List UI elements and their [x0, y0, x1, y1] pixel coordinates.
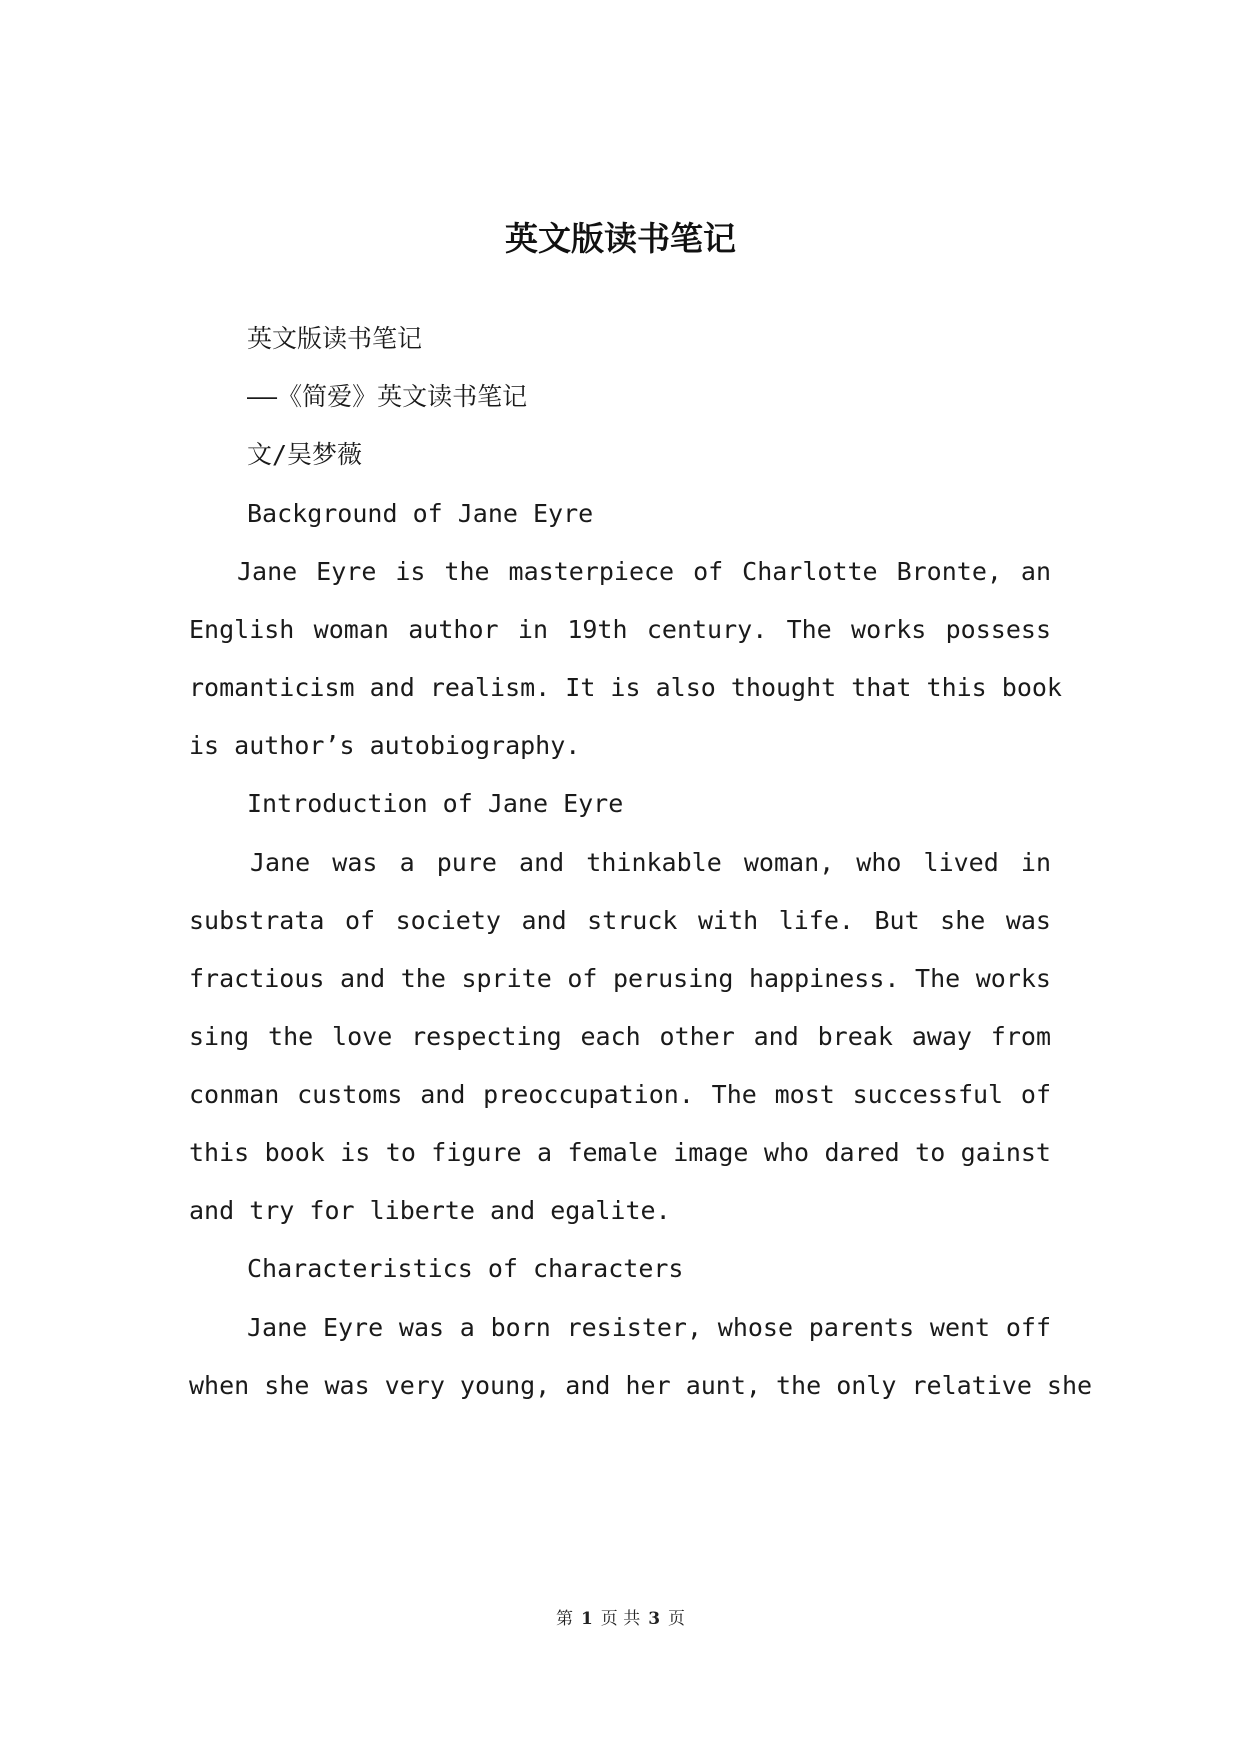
paragraph-line: Jane Eyre was a born resister, whose parents went off [247, 1313, 1051, 1342]
paragraph-line: Jane Eyre is the masterpiece of Charlotte Bronte, an [237, 557, 1051, 586]
paragraph-line: conman customs and preoccupation. The most successful of [189, 1080, 1051, 1109]
section-heading-background: Background of Jane Eyre [247, 499, 594, 528]
paragraph-line: this book is to figure a female image who dared to gainst [189, 1138, 1051, 1167]
footer-suffix: 页 [668, 1609, 686, 1629]
paragraph-line: substrata of society and struck with life. But she was [189, 906, 1051, 935]
paragraph-line: fractious and the sprite of perusing happiness. The works [189, 964, 1051, 993]
section-heading-introduction: Introduction of Jane Eyre [247, 789, 624, 818]
section-heading-characteristics: Characteristics of characters [247, 1254, 684, 1283]
paragraph-line: is author’s autobiography. [189, 731, 581, 760]
footer-middle: 页 共 [600, 1609, 641, 1629]
current-page-number: 1 [580, 1609, 593, 1629]
paragraph-line: Jane was a pure and thinkable woman, who lived in [250, 848, 1051, 877]
paragraph-line: romanticism and realism. It is also thought that this book [189, 673, 1062, 702]
footer-prefix: 第 [555, 1609, 573, 1629]
page-title: 英文版读书笔记 [505, 219, 736, 258]
paragraph-line: sing the love respecting each other and break away from [189, 1022, 1051, 1051]
total-page-count: 3 [648, 1609, 661, 1629]
subtitle: ——《简爱》英文读书笔记 [247, 382, 528, 411]
paragraph-line: and try for liberte and egalite. [189, 1196, 671, 1225]
author-line: 文/吴梦薇 [247, 440, 363, 469]
paragraph-line: when she was very young, and her aunt, the only relative she [189, 1371, 1093, 1400]
page-footer [0, 1611, 1241, 1628]
paragraph-line: English woman author in 19th century. The works possess [189, 615, 1051, 644]
heading-repeat: 英文版读书笔记 [247, 324, 423, 353]
